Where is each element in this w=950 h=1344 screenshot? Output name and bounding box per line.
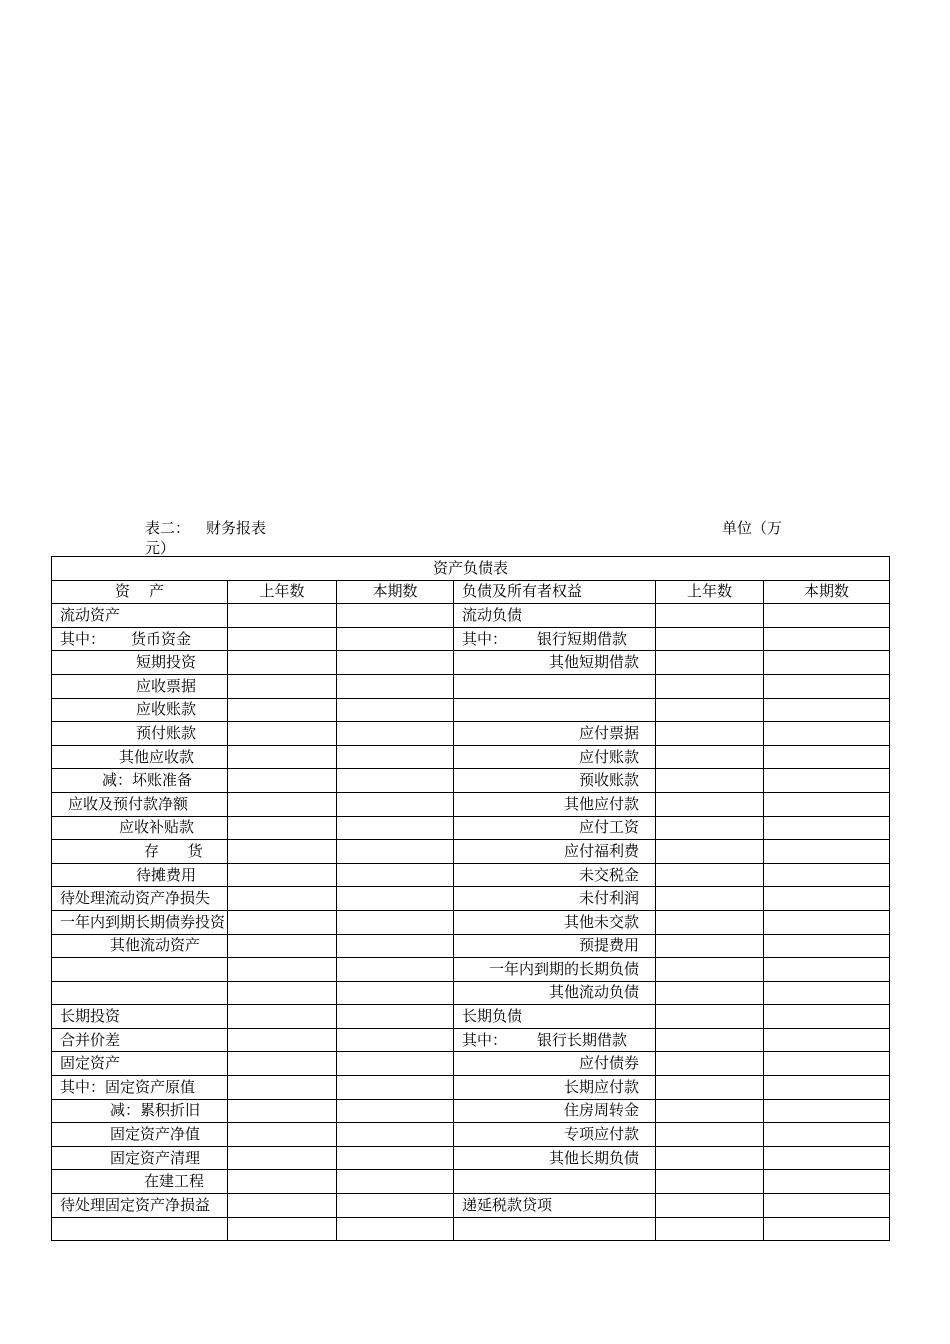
- cell-empty: [337, 1170, 454, 1194]
- cell-empty: [337, 674, 454, 698]
- cell-empty: [228, 863, 337, 887]
- asset-text: 货币资金: [131, 629, 192, 648]
- cell-empty: [228, 1194, 337, 1218]
- asset-label: 预付账款: [52, 722, 228, 746]
- col-header-current-left: 本期数: [337, 580, 454, 604]
- cell-empty: [228, 1005, 337, 1029]
- cell-empty: [337, 840, 454, 864]
- cell-empty: [764, 1028, 890, 1052]
- asset-label: 固定资产净值: [52, 1123, 228, 1147]
- cell-empty: [656, 745, 764, 769]
- cell-empty: [656, 1076, 764, 1100]
- asset-label: 应收账款: [52, 698, 228, 722]
- table-title: 资产负债表: [52, 557, 890, 581]
- cell-empty: [656, 651, 764, 675]
- cell-empty: [656, 792, 764, 816]
- cell-empty: [228, 1170, 337, 1194]
- liability-label: 应付票据: [454, 722, 656, 746]
- table-row: [52, 1146, 890, 1170]
- liability-text: 银行长期借款: [537, 1030, 628, 1049]
- cell-empty: [337, 1076, 454, 1100]
- cell-empty: [764, 674, 890, 698]
- cell-empty: [656, 769, 764, 793]
- asset-label: 减：累积折旧: [52, 1099, 228, 1123]
- liability-label: [454, 1170, 656, 1194]
- liability-label: 递延税款贷项: [454, 1194, 656, 1218]
- asset-label: 短期投资: [52, 651, 228, 675]
- cell-empty: [656, 958, 764, 982]
- cell-empty: [764, 604, 890, 628]
- asset-label: 其中：固定资产原值: [52, 1076, 228, 1100]
- cell-empty: [228, 816, 337, 840]
- asset-label: [52, 627, 228, 651]
- asset-label: 待处理固定资产净损益: [52, 1194, 228, 1218]
- cell-empty: [656, 816, 764, 840]
- liability-label: 住房周转金: [454, 1099, 656, 1123]
- cell-empty: [656, 674, 764, 698]
- asset-label: 应收补贴款: [52, 816, 228, 840]
- table-row: [52, 887, 890, 911]
- cell-empty: [764, 816, 890, 840]
- cell-empty: [337, 792, 454, 816]
- asset-label: 在建工程: [52, 1170, 228, 1194]
- cell-empty: [228, 840, 337, 864]
- liability-label: 其他短期借款: [454, 651, 656, 675]
- cell-empty: [337, 981, 454, 1005]
- table-title-row: [52, 557, 890, 581]
- liability-label: 预收账款: [454, 769, 656, 793]
- col-header-current-right: 本期数: [764, 580, 890, 604]
- table-row: [52, 627, 890, 651]
- cell-empty: [764, 1217, 890, 1241]
- cell-empty: [764, 1099, 890, 1123]
- col-header-liabilities: 负债及所有者权益: [454, 580, 656, 604]
- liability-label: 应付债券: [454, 1052, 656, 1076]
- cell-empty: [764, 1005, 890, 1029]
- cell-empty: [656, 910, 764, 934]
- table-row: [52, 981, 890, 1005]
- cell-empty: [764, 1076, 890, 1100]
- cell-empty: [337, 1052, 454, 1076]
- liability-label: [454, 1217, 656, 1241]
- table-row: [52, 1052, 890, 1076]
- cell-empty: [228, 769, 337, 793]
- cell-empty: [337, 1099, 454, 1123]
- unit-label: 单位（万: [722, 519, 783, 537]
- table-row: [52, 722, 890, 746]
- liability-label: 应付账款: [454, 745, 656, 769]
- asset-label: 应收票据: [52, 674, 228, 698]
- cell-empty: [228, 887, 337, 911]
- asset-label: [52, 1217, 228, 1241]
- cell-empty: [764, 745, 890, 769]
- table-row: [52, 1076, 890, 1100]
- cell-empty: [337, 816, 454, 840]
- cell-empty: [764, 1052, 890, 1076]
- liability-label: 应付工资: [454, 816, 656, 840]
- liability-label: 其他长期负债: [454, 1146, 656, 1170]
- cell-empty: [764, 1146, 890, 1170]
- cell-empty: [764, 863, 890, 887]
- liability-label: [454, 1028, 656, 1052]
- cell-empty: [656, 1028, 764, 1052]
- cell-empty: [228, 981, 337, 1005]
- cell-empty: [656, 887, 764, 911]
- cell-empty: [764, 769, 890, 793]
- cell-empty: [764, 698, 890, 722]
- cell-empty: [764, 1194, 890, 1218]
- cell-empty: [764, 1123, 890, 1147]
- asset-label: 流动资产: [52, 604, 228, 628]
- cell-empty: [656, 627, 764, 651]
- cell-empty: [764, 792, 890, 816]
- balance-sheet-table: [51, 556, 890, 1241]
- liability-prefix: 其中：: [462, 1030, 508, 1049]
- asset-prefix: 其中：: [60, 629, 106, 648]
- liability-label: 未交税金: [454, 863, 656, 887]
- cell-empty: [228, 934, 337, 958]
- cell-empty: [656, 1123, 764, 1147]
- cell-empty: [228, 722, 337, 746]
- cell-empty: [656, 981, 764, 1005]
- cell-empty: [228, 910, 337, 934]
- cell-empty: [656, 840, 764, 864]
- cell-empty: [337, 604, 454, 628]
- liability-label: [454, 627, 656, 651]
- liability-label: 应付福利费: [454, 840, 656, 864]
- cell-empty: [337, 1194, 454, 1218]
- asset-label: 长期投资: [52, 1005, 228, 1029]
- liability-label: 专项应付款: [454, 1123, 656, 1147]
- col-header-prev-year-right: 上年数: [656, 580, 764, 604]
- table-row: [52, 1123, 890, 1147]
- cell-empty: [337, 1123, 454, 1147]
- table-row: [52, 674, 890, 698]
- liability-label: [454, 698, 656, 722]
- cell-empty: [656, 1052, 764, 1076]
- table-row: [52, 816, 890, 840]
- liability-label: 长期负债: [454, 1005, 656, 1029]
- asset-text: 待处理流动资产净损失: [60, 889, 211, 908]
- cell-empty: [337, 958, 454, 982]
- asset-label: [52, 910, 228, 934]
- cell-empty: [764, 887, 890, 911]
- unit-label-continued: 元）: [145, 539, 176, 557]
- table-row: [52, 604, 890, 628]
- table-row: [52, 1217, 890, 1241]
- cell-empty: [337, 745, 454, 769]
- cell-empty: [764, 934, 890, 958]
- table-row: [52, 934, 890, 958]
- asset-label: 其他流动资产: [52, 934, 228, 958]
- column-header-row: [52, 580, 890, 604]
- table-row: [52, 910, 890, 934]
- liability-label: 其他未交款: [454, 910, 656, 934]
- col-header-prev-year-left: 上年数: [228, 580, 337, 604]
- table-row: [52, 792, 890, 816]
- asset-label: 应收及预付款净额: [52, 792, 228, 816]
- liability-label: 长期应付款: [454, 1076, 656, 1100]
- table-caption: [145, 518, 266, 538]
- asset-label: 固定资产: [52, 1052, 228, 1076]
- liability-label: 预提费用: [454, 934, 656, 958]
- cell-empty: [656, 604, 764, 628]
- cell-empty: [764, 958, 890, 982]
- cell-empty: [228, 651, 337, 675]
- cell-empty: [337, 1005, 454, 1029]
- cell-empty: [228, 1146, 337, 1170]
- cell-empty: [228, 674, 337, 698]
- cell-empty: [656, 863, 764, 887]
- asset-label: 其他应收款: [52, 745, 228, 769]
- cell-empty: [764, 840, 890, 864]
- cell-empty: [337, 934, 454, 958]
- asset-label: 待摊费用: [52, 863, 228, 887]
- cell-empty: [656, 1217, 764, 1241]
- cell-empty: [656, 1099, 764, 1123]
- table-row: [52, 651, 890, 675]
- liability-label: 其他应付款: [454, 792, 656, 816]
- table-row: [52, 1099, 890, 1123]
- cell-empty: [228, 958, 337, 982]
- cell-empty: [228, 1052, 337, 1076]
- col-header-assets: 资 产: [52, 580, 228, 604]
- cell-empty: [337, 1028, 454, 1052]
- asset-label: 固定资产清理: [52, 1146, 228, 1170]
- liability-label: 其他流动负债: [454, 981, 656, 1005]
- cell-empty: [228, 745, 337, 769]
- cell-empty: [228, 698, 337, 722]
- cell-empty: [656, 698, 764, 722]
- cell-empty: [764, 910, 890, 934]
- cell-empty: [228, 1123, 337, 1147]
- cell-empty: [656, 1194, 764, 1218]
- liability-label: 未付利润: [454, 887, 656, 911]
- liability-label: 流动负债: [454, 604, 656, 628]
- cell-empty: [337, 1217, 454, 1241]
- cell-empty: [337, 627, 454, 651]
- cell-empty: [656, 1146, 764, 1170]
- table-row: [52, 840, 890, 864]
- asset-label: 存 货: [52, 840, 228, 864]
- liability-label: [454, 674, 656, 698]
- cell-empty: [656, 934, 764, 958]
- cell-empty: [337, 910, 454, 934]
- caption-prefix: 表二：: [145, 519, 191, 537]
- asset-label: 减：坏账准备: [52, 769, 228, 793]
- asset-label: [52, 981, 228, 1005]
- cell-empty: [656, 722, 764, 746]
- cell-empty: [764, 1170, 890, 1194]
- cell-empty: [228, 604, 337, 628]
- cell-empty: [337, 887, 454, 911]
- cell-empty: [764, 627, 890, 651]
- cell-empty: [764, 722, 890, 746]
- cell-empty: [337, 769, 454, 793]
- cell-empty: [228, 792, 337, 816]
- table-row: [52, 769, 890, 793]
- table-row: [52, 1170, 890, 1194]
- liability-text: 银行短期借款: [537, 629, 628, 648]
- liability-label: 一年内到期的长期负债: [454, 958, 656, 982]
- asset-text: 一年内到期长期债券投资: [60, 912, 226, 931]
- cell-empty: [337, 651, 454, 675]
- cell-empty: [337, 863, 454, 887]
- asset-label: [52, 958, 228, 982]
- cell-empty: [228, 1076, 337, 1100]
- table-row: [52, 863, 890, 887]
- cell-empty: [337, 698, 454, 722]
- caption-title: 财务报表: [206, 519, 267, 537]
- table-row: [52, 958, 890, 982]
- asset-label: [52, 887, 228, 911]
- cell-empty: [228, 627, 337, 651]
- cell-empty: [337, 1146, 454, 1170]
- table-row: [52, 1005, 890, 1029]
- cell-empty: [228, 1028, 337, 1052]
- asset-label: 合并价差: [52, 1028, 228, 1052]
- liability-prefix: 其中：: [462, 629, 508, 648]
- cell-empty: [337, 722, 454, 746]
- table-row: [52, 1194, 890, 1218]
- cell-empty: [228, 1099, 337, 1123]
- cell-empty: [656, 1005, 764, 1029]
- cell-empty: [656, 1170, 764, 1194]
- table-row: [52, 745, 890, 769]
- cell-empty: [764, 981, 890, 1005]
- table-row: [52, 698, 890, 722]
- table-row: [52, 1028, 890, 1052]
- cell-empty: [764, 651, 890, 675]
- cell-empty: [228, 1217, 337, 1241]
